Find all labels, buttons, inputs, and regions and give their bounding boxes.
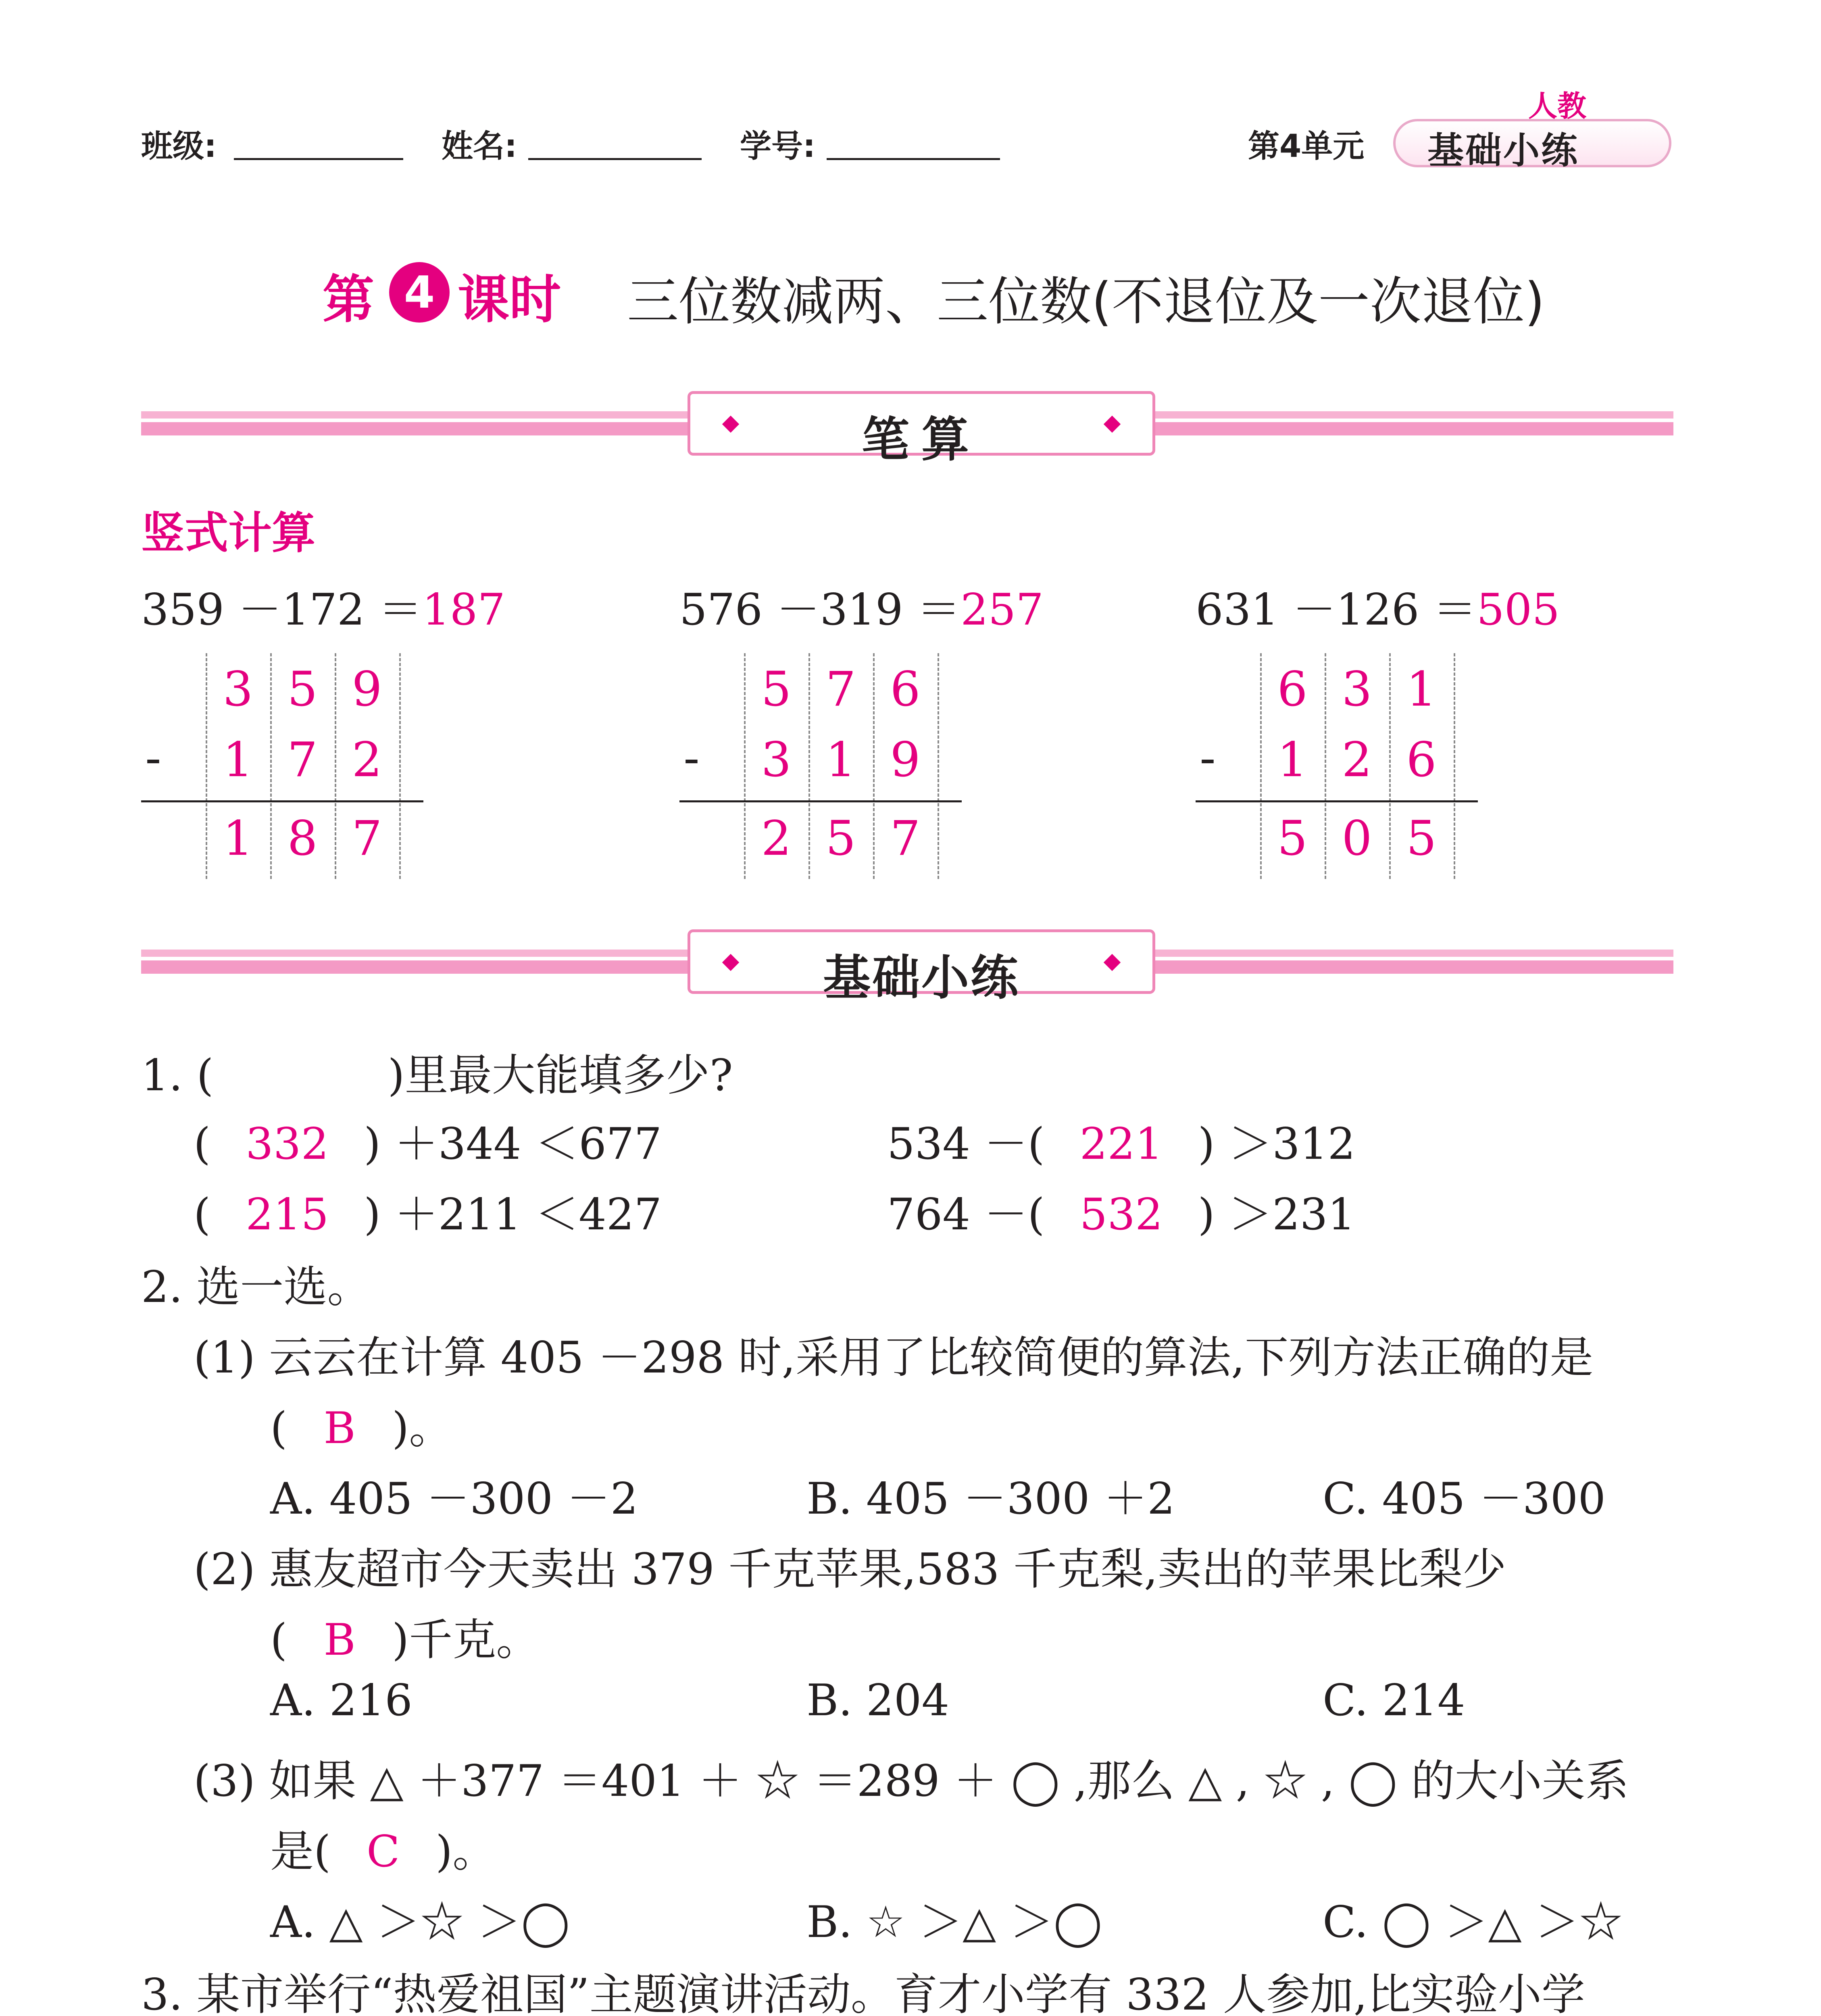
class-label: 班级: [141,128,217,165]
vertical-calculation [141,653,431,879]
option-b: B. 204 [806,1675,950,1726]
calc-digit: 6 [1406,732,1437,787]
calc-digit: 7 [825,661,856,717]
calc-answer: 505 [1476,585,1560,635]
fill-answer: 221 [1079,1119,1163,1169]
question-1-label: 1. ( )里最大能填多少? [141,1050,733,1101]
minus-sign: - [1200,730,1216,785]
choice-answer: B [323,1403,356,1454]
calc-digit: 5 [1406,810,1437,866]
class-field[interactable] [234,158,403,160]
fill-row: ( 215 ) ＋211 ＜427 [194,1189,662,1240]
calc-digit: 3 [1342,661,1372,717]
calc-digit: 5 [761,661,792,717]
fill-answer: 332 [246,1119,329,1169]
section-banner [688,391,1155,467]
question-2-3: (3) 如果 △ ＋377 ＝401 ＋ ☆ ＝289 ＋ ◯ ,那么 △ , ☆ , ◯ 的大小关系 [194,1756,1629,1806]
calc-answer: 187 [422,585,506,635]
calc-expression: 576 －319 ＝257 [679,585,1044,635]
calc-digit: 7 [352,810,382,866]
calc-digit: 2 [761,810,792,866]
choice-answer: C [366,1826,400,1877]
calc-digit: 0 [1342,810,1372,866]
brand-top: 人教 [1528,89,1587,123]
option-b: B. 405 －300 ＋2 [806,1474,1175,1524]
calc-digit: 1 [223,732,253,787]
question-2-label: 2. 选一选。 [141,1262,371,1312]
section-title: 笔算 [861,412,981,467]
name-field[interactable] [528,158,702,160]
calc-digit: 9 [890,732,921,787]
option-c: C. 214 [1323,1675,1465,1726]
section-title: 基础小练 [823,950,1020,1006]
calc-answer: 257 [960,585,1044,635]
vertical-calculation [679,653,970,879]
calc-digit: 9 [352,661,382,717]
choice-blank: 是( C )。 [270,1826,496,1877]
calc-digit: 1 [825,732,856,787]
calc-digit: 3 [761,732,792,787]
option-a: A. 405 －300 －2 [270,1474,638,1524]
minus-sign: - [683,730,700,785]
calc-digit: 6 [890,661,921,717]
question-2-2: (2) 惠友超市今天卖出 379 千克苹果,583 千克梨,卖出的苹果比梨少 [194,1544,1506,1595]
option-c: C. 405 －300 [1323,1474,1606,1524]
calc-expression: 359 －172 ＝187 [141,585,506,635]
option-a: A. △ ＞☆ ＞◯ [270,1897,570,1947]
fill-row: 534 －( 221 ) ＞312 [887,1119,1356,1169]
calc-digit: 8 [287,810,318,866]
number-label: 学号: [740,128,816,165]
calc-digit: 1 [1277,732,1308,787]
question-2-1: (1) 云云在计算 405 －298 时,采用了比较简便的算法,下列方法正确的是 [194,1333,1594,1383]
calc-digit: 2 [352,732,382,787]
calc-digit: 5 [1277,810,1308,866]
option-b: B. ☆ ＞△ ＞◯ [806,1897,1102,1947]
fill-row: 764 －( 532 ) ＞231 [887,1189,1356,1240]
lesson-suffix: 课时 [458,270,561,330]
lesson-number-badge: 4 [389,262,450,323]
choice-blank: ( B )。 [270,1403,453,1454]
fill-answer: 215 [246,1189,329,1240]
calc-digit: 5 [287,661,318,717]
calc-digit: 1 [223,810,253,866]
calc-digit: 1 [1406,661,1437,717]
calc-digit: 7 [287,732,318,787]
name-label: 姓名: [442,128,517,165]
question-3-line1: 3. 某市举行“热爱祖国”主题演讲活动。育才小学有 332 人参加,比实验小学 [141,1970,1585,2016]
number-field[interactable] [827,158,1000,160]
section-subtitle: 竖式计算 [141,508,316,558]
choice-blank: ( B )千克。 [270,1615,540,1665]
lesson-prefix: 第 [323,270,375,330]
option-c: C. ◯ ＞△ ＞☆ [1323,1897,1623,1947]
section-banner [688,929,1155,1006]
vertical-calculation [1196,653,1486,879]
brand-text: 基础小练 [1427,129,1579,172]
fill-row: ( 332 ) ＋344 ＜677 [194,1119,662,1169]
fill-answer: 532 [1079,1189,1163,1240]
calc-digit: 5 [825,810,856,866]
lesson-title: 三位数减两、三位数(不退位及一次退位) [627,272,1545,332]
option-a: A. 216 [270,1675,413,1726]
calc-digit: 6 [1277,661,1308,717]
choice-answer: B [323,1615,356,1665]
minus-sign: - [145,730,161,785]
unit-label: 第4单元 [1248,128,1365,165]
calc-digit: 3 [223,661,253,717]
calc-digit: 2 [1342,732,1372,787]
calc-digit: 7 [890,810,921,866]
calc-expression: 631 －126 ＝505 [1196,585,1560,635]
